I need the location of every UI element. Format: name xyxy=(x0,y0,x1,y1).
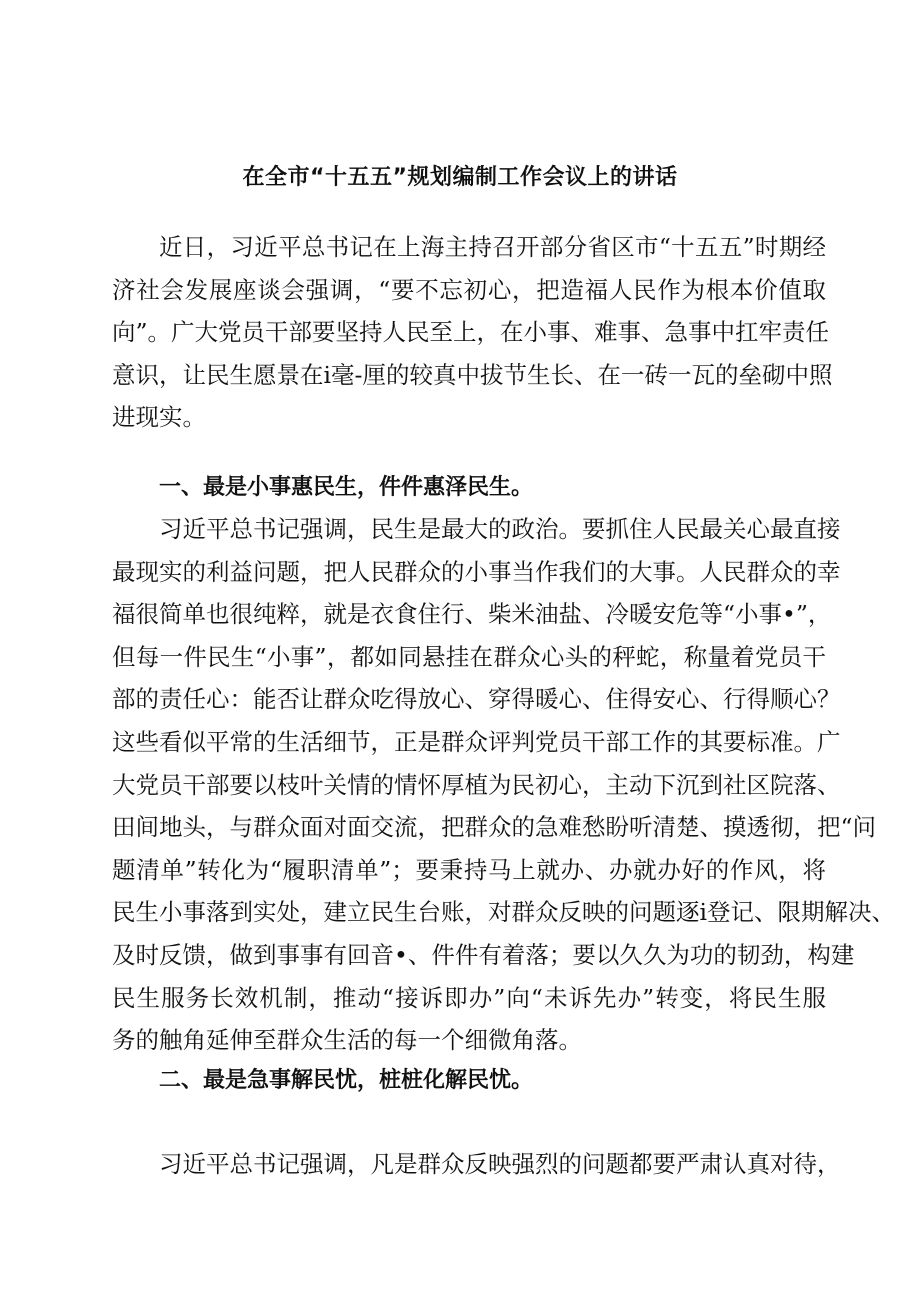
document-title: 在全市“十五五”规划编制工作会议上的讲话 xyxy=(242,165,678,190)
paragraph-line: 习近平总书记强调，凡是群众反映强烈的问题都要严肃认真对待， xyxy=(159,1150,841,1178)
paragraph-line: 最现实的利益问题，把人民群众的小事当作我们的大事。人民群众的幸 xyxy=(112,557,841,586)
paragraph-line: 大党员干部要以枝叶关情的情怀厚植为民初心，主动下沉到社区院落、 xyxy=(112,770,841,799)
paragraph-line: 题清单”转化为“履职清单”；要秉持马上就办、办就办好的作风，将 xyxy=(112,855,826,884)
section-heading-2: 二、最是急事解民忧，桩桩化解民忧。 xyxy=(159,1068,534,1093)
paragraph-3 xyxy=(112,1143,841,1186)
paragraph-line: 部的责任心：能否让群众吃得放心、穿得暖心、住得安心、行得顺心？ xyxy=(112,685,841,714)
paragraph-line: 但每一件民生“小事”，都如同悬挂在群众心头的秤蛇，称量着党员干 xyxy=(112,642,826,671)
paragraph-line: 务的触角延伸至群众生活的每一个细微角落。 xyxy=(112,1026,582,1055)
paragraph-line: 济社会发展座谈会强调，“要不忘初心，把造福人民作为根本价值取 xyxy=(112,275,826,304)
section-heading-1: 一、最是小事惠民生，件件惠泽民生。 xyxy=(159,475,534,500)
paragraph-line: 民生服务长效机制，推动“接诉即办”向“未诉先办”转变，将民生服 xyxy=(112,983,826,1012)
paragraph-line: 意识，让民生愿景在i毫-厘的较真中拔节生长、在一砖一瓦的垒砌中照 xyxy=(112,360,833,389)
paragraph-line: 民生小事落到实处，建立民生台账，对群众反映的问题逐i登记、限期解决、 xyxy=(112,898,896,927)
paragraph-line: 福很简单也很纯粹，就是衣食住行、柴米油盐、冷暖安危等“小事•”， xyxy=(112,600,832,629)
paragraph-line: 习近平总书记强调，民生是最大的政治。要抓住人民最关心最直接 xyxy=(159,515,841,543)
paragraph-line: 这些看似平常的生活细节，正是群众评判党员干部工作的其要标准。广 xyxy=(112,727,841,756)
paragraph-line: 及时反馈，做到事事有回音•、件件有着落；要以久久为功的韧劲，构建 xyxy=(112,940,855,969)
paragraph-line: 向”。广大党员干部要坚持人民至上，在小事、难事、急事中扛牢责任 xyxy=(112,318,830,347)
paragraph-1 xyxy=(112,226,833,439)
paragraph-line: 进现实。 xyxy=(112,403,206,432)
paragraph-line: 田间地头，与群众面对面交流，把群众的急难愁盼听清楚、摸透彻，把“问 xyxy=(112,813,877,842)
paragraph-2 xyxy=(112,508,896,1062)
paragraph-line: 近日，习近平总书记在上海主持召开部分省区市“十五五”时期经 xyxy=(159,233,826,261)
